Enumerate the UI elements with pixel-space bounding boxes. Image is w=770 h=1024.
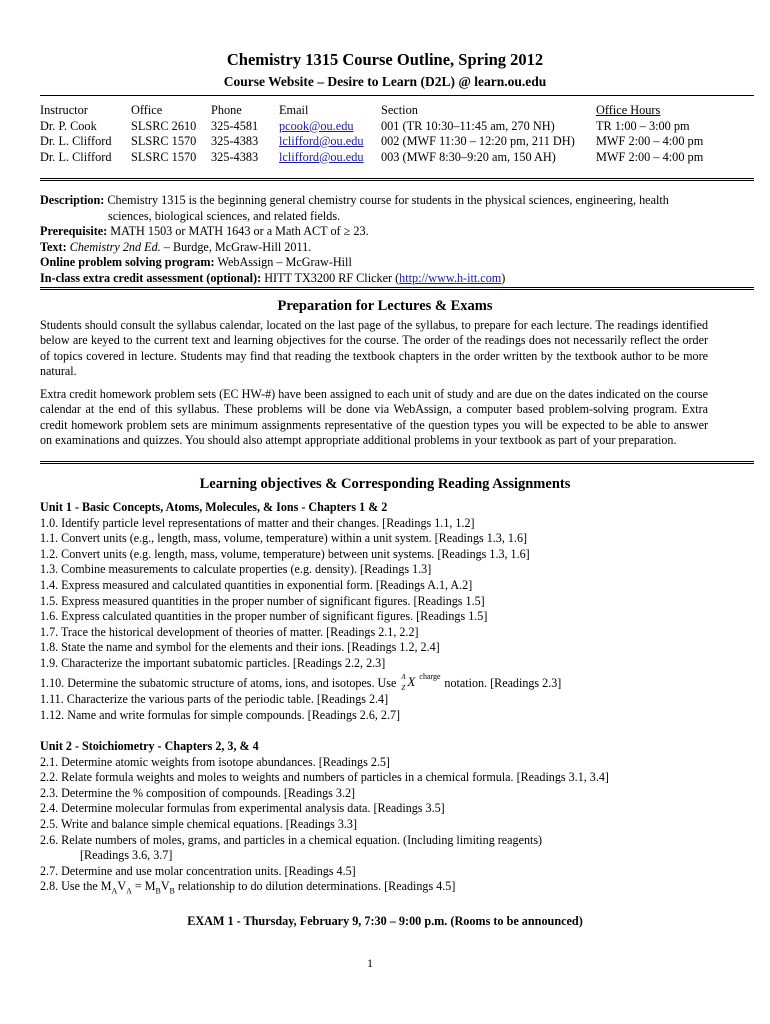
column-header: Email [279,103,309,117]
description-line: Description: Chemistry 1315 is the beginning general chemistry course for students in the physical sciences, engineering, health [40,193,669,207]
divider [40,287,754,290]
extra-credit-paragraph: Extra credit homework problem sets (EC HW-#) have been assigned to each unit of study and are due on the dates indicated on the course calendar at the end of this syllabus. These problems will be done via WebAssign, a computer based problem-solving program. Extra credit homework problem sets are minimum assignments representative of the question types you will be expected to be able to answer on examinations and quizzes. You should also attempt appropriate additional problems in your textbook as part of your preparation. [40,387,708,448]
instructor-table [40,103,716,165]
section: 003 (MWF 8:30–9:20 am, 150 AH) [381,149,556,164]
phone: 325-4581 [211,118,259,133]
table-row [40,119,716,135]
list-item: 1.11. Characterize the various parts of the periodic table. [Readings 2.4] [40,692,389,707]
unit1-list [40,500,740,723]
unit-title: Unit 1 - Basic Concepts, Atoms, Molecules, & Ions - Chapters 1 & 2 [40,500,388,514]
list-item: 1.8. State the name and symbol for the elements and their ions. [Readings 1.2, 2.4] [40,640,440,655]
list-item-continuation: [Readings 3.6, 3.7] [80,848,173,863]
exam-notice: EXAM 1 - Thursday, February 9, 7:30 – 9:00 p.m. (Rooms to be announced) [187,914,583,928]
table-row [40,134,716,150]
preparation-heading: Preparation for Lectures & Exams [277,298,493,314]
email-link[interactable]: lclifford@ou.edu [279,134,364,148]
unit2-list [40,739,740,899]
table-header-row [40,103,716,119]
table-row [40,150,716,166]
list-item: 1.9. Characterize the important subatomic particles. [Readings 2.2, 2.3] [40,655,386,670]
list-item: 1.4. Express measured and calculated quantities in exponential form. [Readings A.1, A.2] [40,577,473,592]
text-line: Text: Chemistry 2nd Ed. – Burdge, McGraw-Hill 2011. [40,239,312,254]
list-item: 1.5. Express measured quantities in the proper number of significant figures. [Readings 1.5] [40,593,485,608]
course-info [40,193,720,286]
prerequisite-line: Prerequisite: MATH 1503 or MATH 1643 or a Math ACT of ≥ 23. [40,224,369,238]
list-item: 2.4. Determine molecular formulas from experimental analysis data. [Readings 3.5] [40,801,445,816]
list-item: 1.2. Convert units (e.g. length, mass, volume, temperature) between unit systems. [Readings 1.3, 1.6] [40,546,530,561]
clicker-line: In-class extra credit assessment (optional): HITT TX3200 RF Clicker (http://www.h-itt.com) [40,270,506,285]
column-header: Section [381,103,418,117]
list-item: 2.3. Determine the % composition of compounds. [Readings 3.2] [40,785,356,800]
column-header: Office Hours [596,103,661,117]
section: 002 (MWF 11:30 – 12:20 pm, 211 DH) [381,134,575,148]
phone: 325-4383 [211,134,259,148]
list-item: 1.10. Determine the subatomic structure of atoms, ions, and isotopes. Use A Z X charge notation. [Readings 2.3] [40,671,562,692]
list-item: 2.5. Write and balance simple chemical equations. [Readings 3.3] [40,816,357,831]
list-item: 1.3. Combine measurements to calculate properties (e.g. density). [Readings 1.3] [40,562,432,577]
office-hours: TR 1:00 – 3:00 pm [596,118,690,133]
description-line: sciences, biological sciences, and related fields. [108,208,341,223]
list-item: 1.12. Name and write formulas for simple compounds. [Readings 2.6, 2.7] [40,707,401,722]
divider [40,178,754,181]
preparation-paragraph: Students should consult the syllabus calendar, located on the last page of the syllabus, to prepare for each lecture. The readings identified below are keyed to the current text and learning objectives for the course. The order of the readings does not necessarily reflect the order of topics covered in lecture. Students may find that reading the textbook chapters in the order written by the textbook author to be more natural. [40,318,708,379]
list-item: 1.0. Identify particle level representations of matter and their changes. [Readings 1.1, 1.2] [40,515,475,530]
phone: 325-4383 [211,149,259,164]
instructor-name: Dr. L. Clifford [40,134,112,148]
list-item: 2.8. Use the $M_AV_A = M_BV_B$ relationship to do dilution determinations. [Readings 4.5] [40,879,456,896]
objectives-heading: Learning objectives & Corresponding Reading Assignments [199,476,571,492]
instructor-name: Dr. L. Clifford [40,149,112,164]
page-title: Chemistry 1315 Course Outline, Spring 2012 [226,50,544,69]
list-item: 2.6. Relate numbers of moles, grams, and particles in a chemical equation. (Including limiting reagents) [40,832,543,847]
list-item: 1.7. Trace the historical development of theories of matter. [Readings 2.1, 2.2] [40,624,419,639]
divider [40,461,754,464]
office: SLSRC 1570 [131,149,197,164]
list-item: 2.2. Relate formula weights and moles to weights and numbers of particles in a chemical formula. [Readings 3.1, 3.4] [40,770,609,785]
hitt-link[interactable]: http://www.h-itt.com [399,270,502,285]
office: SLSRC 1570 [131,134,197,148]
list-item: 1.1. Convert units (e.g., length, mass, volume, temperature) within a unit system. [Readings 1.3, 1.6] [40,531,528,546]
column-header: Office [131,103,163,117]
nuclide-notation: A Z X charge [401,671,441,692]
office-hours: MWF 2:00 – 4:00 pm [596,149,704,164]
section: 001 (TR 10:30–11:45 am, 270 NH) [381,118,555,133]
office-hours: MWF 2:00 – 4:00 pm [596,134,704,148]
list-item: 2.1. Determine atomic weights from isotope abundances. [Readings 2.5] [40,754,390,769]
email-link[interactable]: lclifford@ou.edu [279,149,364,164]
unit-title: Unit 2 - Stoichiometry - Chapters 2, 3, & 4 [40,739,259,753]
page-number: 1 [367,956,373,970]
instructor-name: Dr. P. Cook [40,118,97,133]
list-item: 2.7. Determine and use molar concentration units. [Readings 4.5] [40,863,356,878]
email-link[interactable]: pcook@ou.edu [279,118,354,133]
column-header: Phone [211,103,242,117]
divider [40,95,754,96]
list-item: 1.6. Express calculated quantities in the proper number of significant figures. [Readings 1.5] [40,609,488,624]
course-website-subtitle: Course Website – Desire to Learn (D2L) @ learn.ou.edu [223,74,547,89]
office: SLSRC 2610 [131,118,197,133]
online-program-line: Online problem solving program: WebAssign – McGraw-Hill [40,255,352,269]
column-header: Instructor [40,103,88,117]
